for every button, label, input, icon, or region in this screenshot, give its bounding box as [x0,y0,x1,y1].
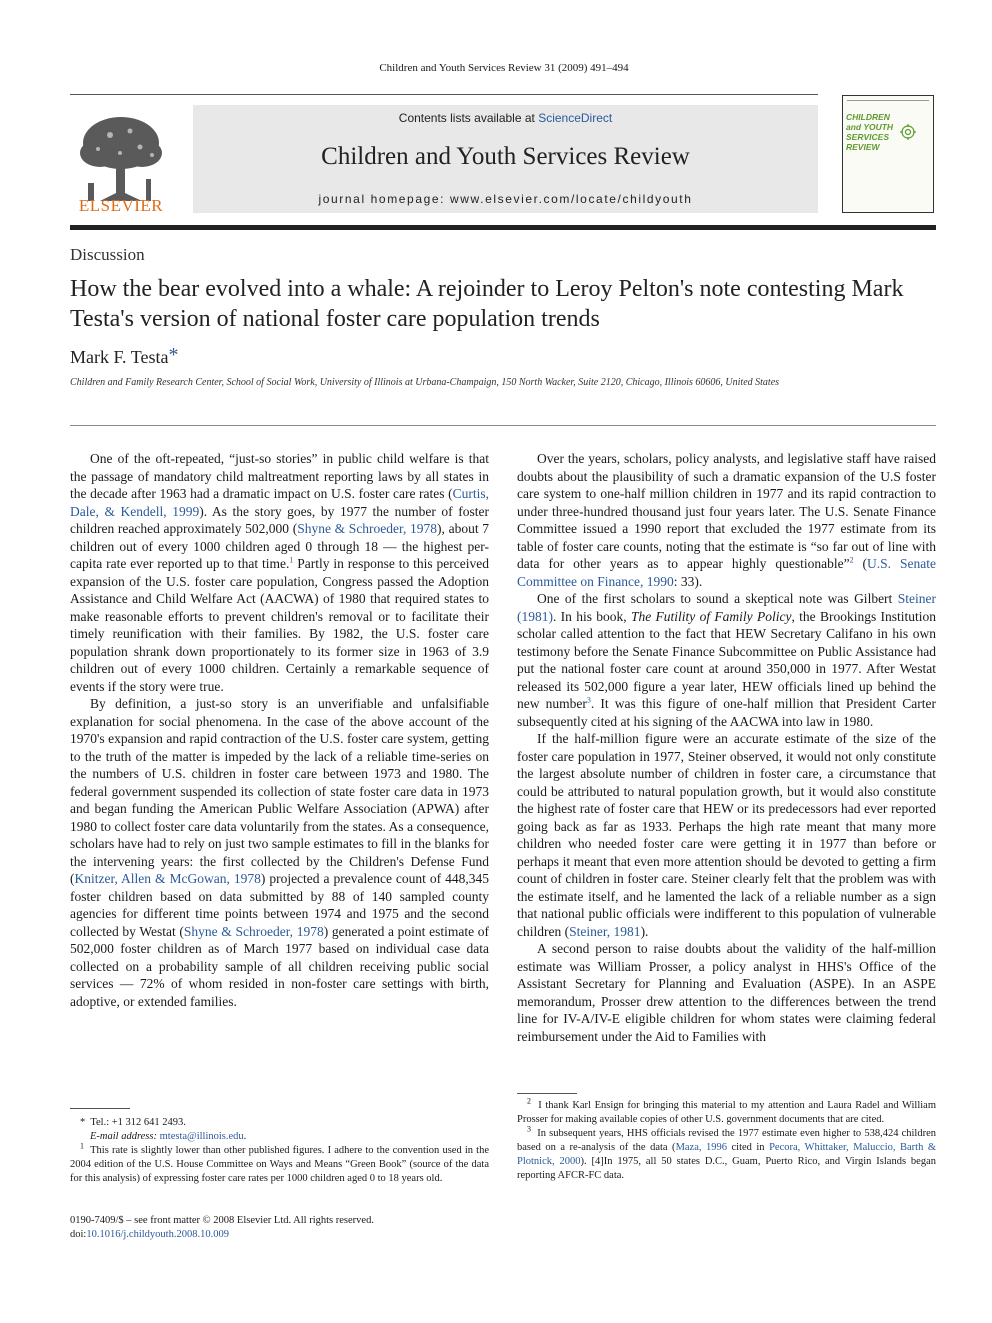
citation-link[interactable]: Steiner (1981) [517,591,936,624]
citation-link[interactable]: U.S. Senate Committee on Finance, 1990 [517,556,936,589]
cover-rule [847,100,929,103]
footnote-divider [70,1108,130,1109]
citation-link[interactable]: Knitzer, Allen & McGowan, 1978 [74,871,261,886]
citation-link[interactable]: Shyne & Schroeder, 1978 [183,923,324,939]
footnote: E-mail address: mtesta@illinois.edu. [90,1131,247,1142]
footnote-marker[interactable]: 2 [849,555,854,565]
email-link[interactable]: mtesta@illinois.edu [159,1131,244,1142]
journal-citation: Children and Youth Services Review 31 (2009) 491–494 [379,62,629,74]
footnote-marker[interactable]: 1 [289,555,294,565]
footnote-star: * [80,1117,86,1128]
book-title: The Futility of Family Policy [631,608,792,624]
footnote-marker[interactable]: 3 [586,695,591,705]
front-matter [70,1214,374,1242]
header-divider [70,94,818,95]
author-line [70,344,178,368]
footnote: $^1$ This rate is slightly lower than other published figures. I adhere to the convention used in the 2004 edition of the U.S. House Committee on Ways and Means “Green Book” (source of the data for this analysis) of expressing foster care rates per 1000 children aged 0 to 18 years old. [70,1141,490,1184]
paragraph: One of the oft-repeated, “just-so stories” in public child welfare is that the passage of mandatory child maltreatment reporting laws by all states in the decade after 1963 had a dramatic impact on U.S. foster care rates (Curtis, Dale, & Kendell, 1999). As the story goes, by 1977 the number of foster children reached approximately 502,000 (Shyne & Schroeder, 1978), about 7 children out of every 1000 children aged 0 through 18 — the highest per-capita rate ever reported up to that time.$^1$ Partly in response to this perceived expansion of the U.S. foster care population, Congress passed the Adoption Assistance and Child Welfare Act (AACWA) of 1980 that required states to make reasonable efforts to prevent children's removal or to facilitate their timely reunification with their families. By 1982, the U.S. foster care population shrank down proportionately to its former size in 1963 of 3.9 children out of every 1000 children. Certainly a remarkable sequence of events if the story were true. [70,451,489,694]
paragraph: Over the years, scholars, policy analysts, and legislative staff have raised doubts about the plausibility of such a dramatic expansion of the U.S foster care system to one-half million children in 1977 and its rapid contraction to under three-hundred thousand just four years later. The U.S. Senate Finance Committee issued a 1990 report that excluded the 1977 estimate from its table of foster care counts, noting that the estimate is “so far out of line with data for other years as to appear highly questionable”$^2$ (U.S. Senate Committee on Finance, 1990: 33). [517,451,936,589]
paragraph: By definition, a just-so story is an unverifiable and unfalsifiable explanation for social phenomena. In the case of the above account of the 1970's expansion and rapid contraction of the U.S. foster care system, getting to the truth of the matter is impeded by the lack of a reliable time-series on the numbers of U.S. children in foster care between 1973 and 1980. The federal government suspended its collection of state foster care data in 1973 and began funding the American Public Welfare Association (APWA) after 1980 to collect foster care data voluntarily from the states. As a consequence, scholars have had to rely on just two sample estimates to fill in the blanks for the intervening years: the first collected by the Children's Defense Fund (Knitzer, Allen & McGowan, 1978) projected a prevalence count of 448,345 foster children based on data submitted by 88 of 140 sampled county agencies for different time points between 1974 and 1975 and the second collected by Westat (Shyne & Schroeder, 1978) generated a point estimate of 502,000 foster children as of March 1977 based on individual case data collected on a probability sample of all children receiving public social services — 72% of whom resided in non-foster care settings with birth, adoptive, or extended families. [70,696,490,1009]
footnote: * Tel.: +1 312 641 2493. [80,1117,186,1128]
journal-banner [193,105,818,213]
contents-prefix: Contents lists available at [398,111,539,125]
contents-line [193,111,818,125]
footnote: $^3$ In subsequent years, HHS officials revised the 1977 estimate even higher to 538,424 children based on a re-analysis of the data (Maza, 1996 cited in Pecora, Whittaker, Maluccio, Barth & Plotnick, 2000). [4]In 1975, all 50 states D.C., Guam, Puerto Rico, and Virgin Islands began reporting AFCR-FC data. [517,1124,936,1181]
footnotes-right [517,1096,936,1183]
footnote: $^2$ I thank Karl Ensign for bringing this material to my attention and Laura Radel and William Prosser for making available copies of other U.S. government documents that are cited. [517,1096,936,1125]
doi-link[interactable]: 10.1016/j.childyouth.2008.10.009 [86,1229,229,1240]
body-divider [70,425,936,426]
citation-link[interactable]: Steiner, 1981 [569,923,641,939]
publisher-name: ELSEVIER [78,196,164,215]
sciencedirect-link[interactable]: ScienceDirect [538,111,613,125]
paragraph: A second person to raise doubts about the validity of the half-million estimate was William Prosser, a policy analyst in HHS's Office of the Assistant Secretary for Planning and Evaluation (ASPE). In an ASPE memorandum, Prosser drew attention to the differences between the trend line for IV-A/IV-E eligible children for whom states were claiming federal reimbursement under the Aid to Families with [517,941,936,1044]
citation-link[interactable]: Maza, 1996 [675,1142,727,1153]
body-column-left [70,450,489,1010]
journal-homepage-link[interactable]: journal homepage: www.elsevier.com/locate/childyouth [318,192,693,206]
citation-link[interactable]: Pecora, Whittaker, Maluccio, Barth & Plotnick, 2000 [517,1142,936,1167]
citation-link[interactable]: Shyne & Schroeder, 1978 [297,521,438,536]
header-thick-rule [70,225,936,230]
citation-link[interactable]: Curtis, Dale, & Kendell, 1999 [70,486,489,519]
paragraph: If the half-million figure were an accurate estimate of the size of the foster care population in 1977, Steiner observed, it would not only constitute the largest absolute number of children in foster care, a circumstance that could be attributed to natural population growth, but it would also constitute the highest rate of foster care that HEW or its predecessors had ever reported going back as far as 1933. Perhaps the high rate meant that many more children who needed foster care were getting it in 1977 than before or perhaps it meant that even more attention should be devoted to getting a firm count of children in foster care. Steiner clearly felt that the problem was with the estimate itself, and he lamented the lack of a reliable number as a sign that national public officials were indifferent to this population of vulnerable children (Steiner, 1981). [517,731,936,939]
footnote-divider [517,1093,577,1094]
footnotes-left [70,1116,489,1186]
author-name: Mark F. Testa [70,347,169,367]
article-section-label: Discussion [70,245,145,264]
journal-title: Children and Youth Services Review [321,143,690,170]
author-affiliation: Children and Family Research Center, School of Social Work, University of Illinois at Urbana-Champaign, 150 North Wacker, Suite 2120, Chicago, Illinois 60606, United States [70,377,780,388]
copyright-line: 0190-7409/$ – see front matter © 2008 Elsevier Ltd. All rights reserved. [70,1215,374,1226]
doi-line: doi:10.1016/j.childyouth.2008.10.009 [70,1229,229,1240]
article-title: How the bear evolved into a whale: A rejoinder to Leroy Pelton's note contesting Mark Testa's version of national foster care population trends [70,276,904,332]
author-footnote-marker[interactable]: * [168,344,179,366]
paragraph: One of the first scholars to sound a skeptical note was Gilbert Steiner (1981). In his book, The Futility of Family Policy, the Brookings Institution scholar called attention to the fact that HEW Secretary Califano in his own testimony before the Senate Finance Subcommittee on Public Assistance had put the national foster care count at around 350,000 in 1977. After Westat released its 502,000 figure a year later, HEW officials lined up behind the new number$^3$. It was this figure of one-half million that President Carter subsequently cited at his signing of the AACWA into law in 1980. [517,591,937,729]
body-column-right [517,450,936,1045]
cover-title: CHILDREN and YOUTH SERVICES REVIEW [846,112,894,152]
journal-cover-thumbnail [842,95,934,213]
cover-emblem-icon [898,122,918,142]
